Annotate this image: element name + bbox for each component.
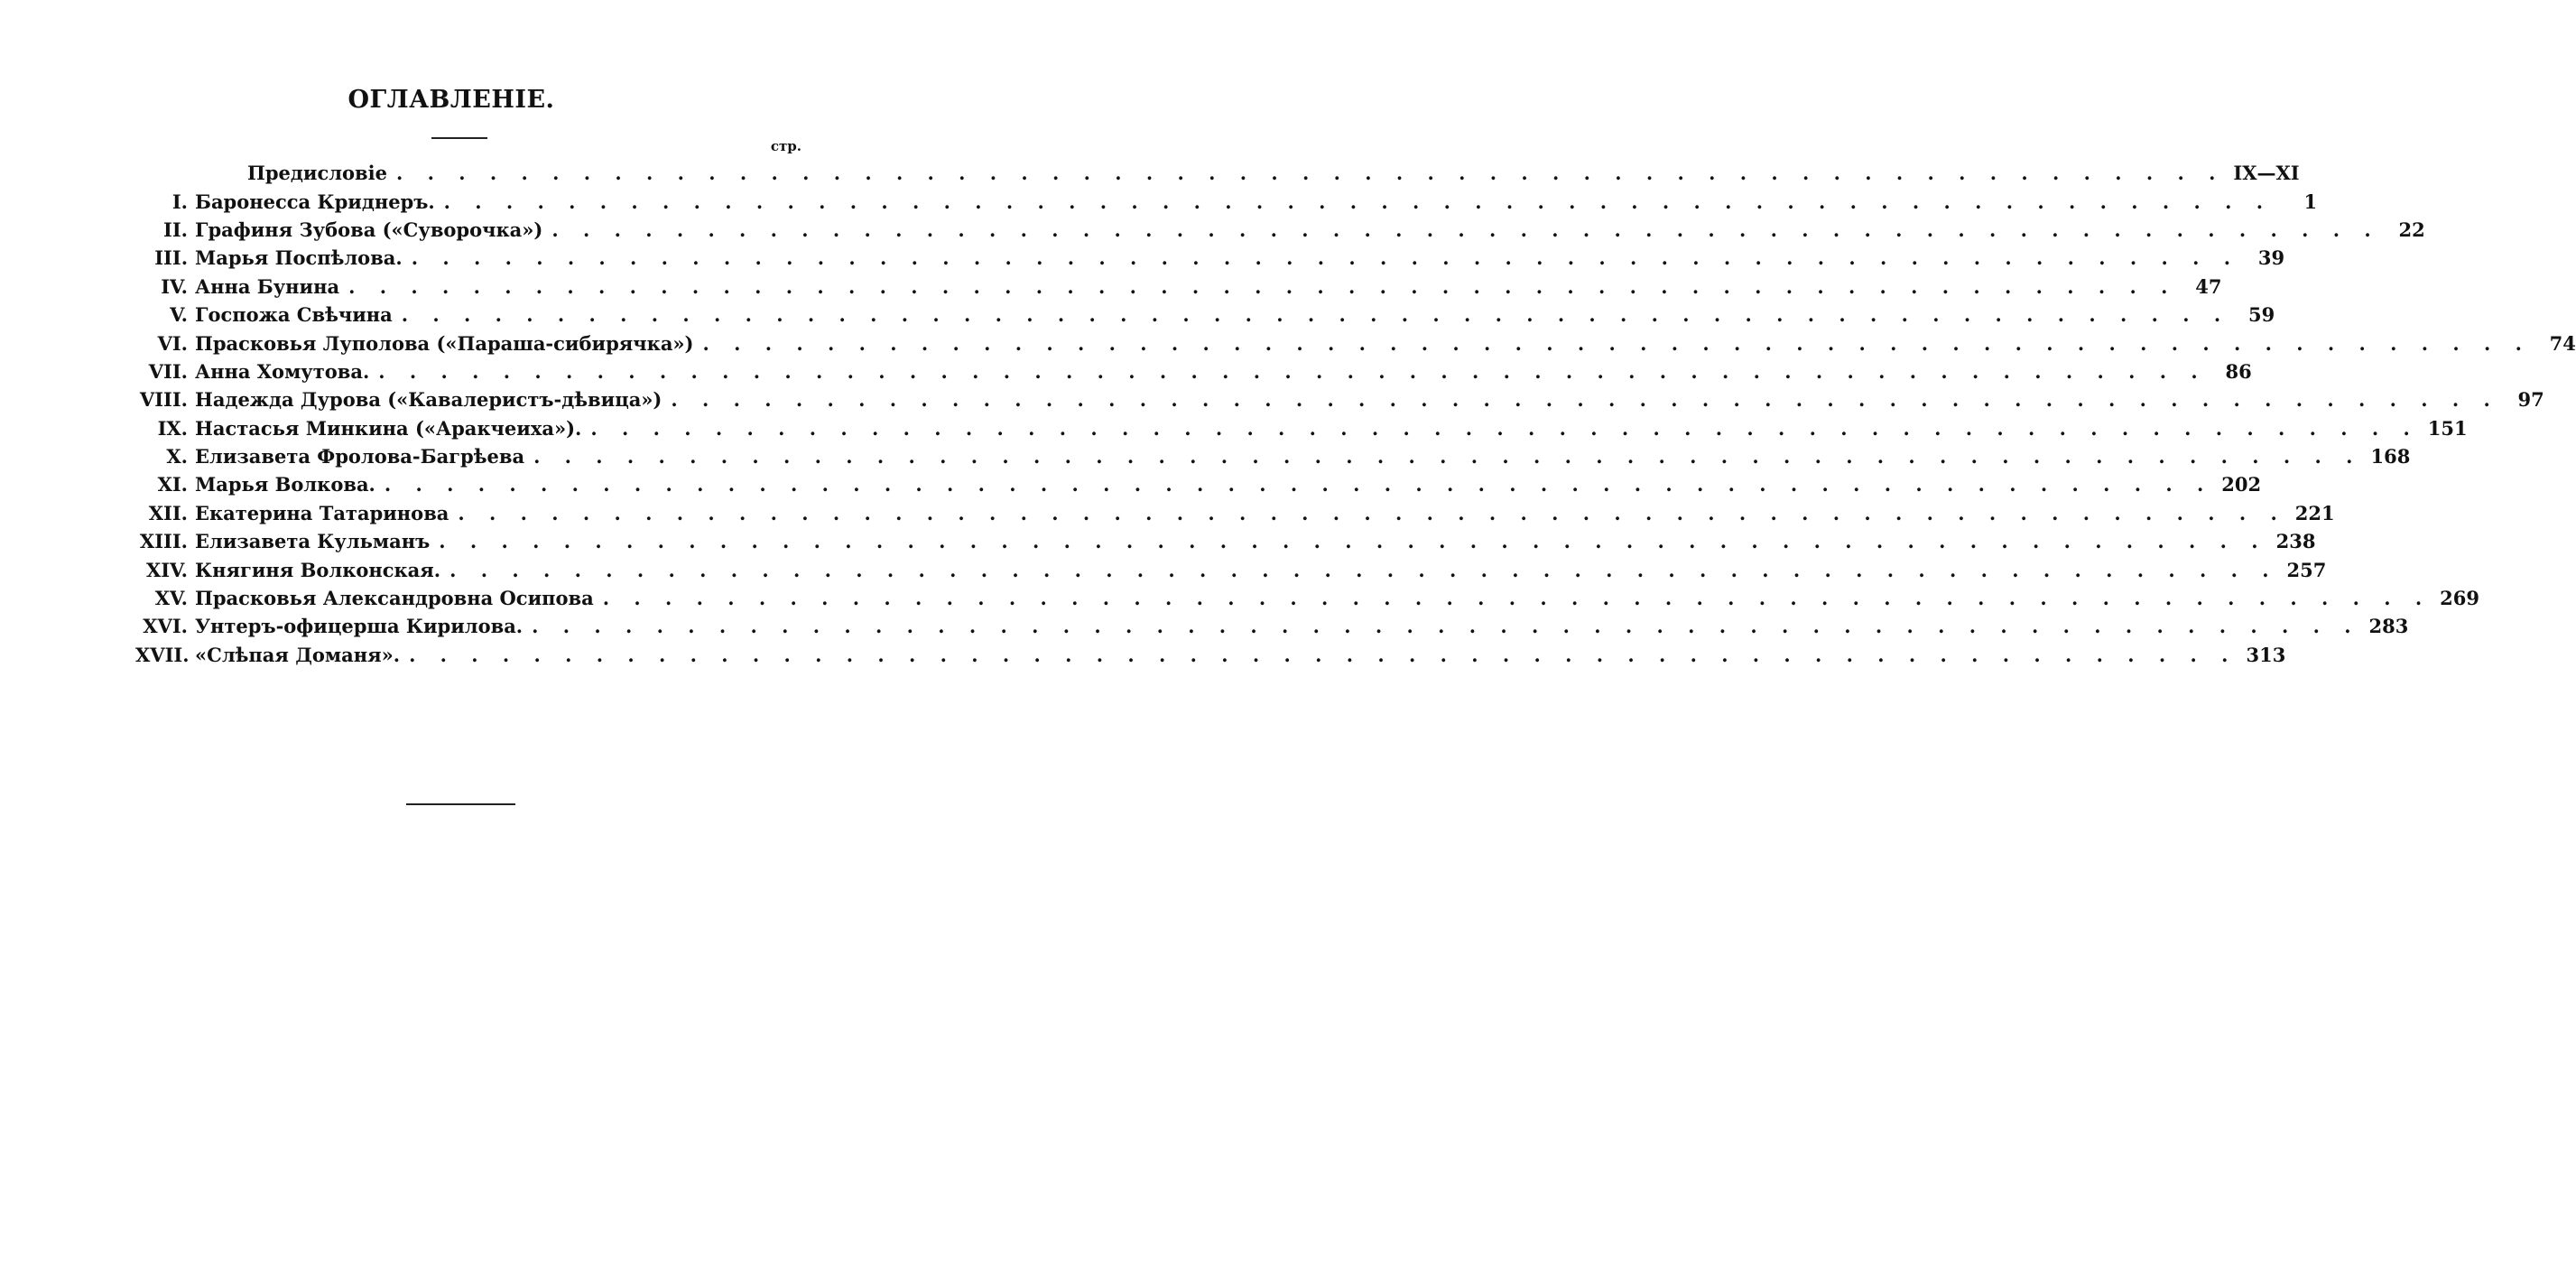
toc-page: 168 bbox=[2370, 445, 2411, 468]
toc-page: IX—XI bbox=[2233, 162, 2300, 185]
toc-row bbox=[135, 612, 2409, 640]
toc-number: XVII. bbox=[135, 643, 190, 666]
toc-leader: . . . . . . . . . . . . . . . . . . . . . . . . . . . . . . . . . . . . . . . . . . . . . . . . . . . . . . . . . . . bbox=[458, 501, 2286, 524]
toc-row bbox=[135, 244, 2285, 272]
toc-number: VI. bbox=[157, 331, 188, 355]
toc-leader: . . . . . . . . . . . . . . . . . . . . . . . . . . . . . . . . . . . . . . . . . . . . . . . . . . . . . . . . . . . bbox=[551, 218, 2380, 241]
toc-title: Баронесса Криднеръ. bbox=[195, 190, 435, 213]
toc-title: Надежда Дурова («Кавалеристъ-дѣвица») bbox=[195, 388, 663, 412]
toc-leader: . . . . . . . . . . . . . . . . . . . . . . . . . . . . . . . . . . . . . . . . . . . . . . . . . . . . . . . . . . . bbox=[378, 359, 2207, 383]
toc-number: VIII. bbox=[139, 388, 188, 412]
toc-title: Прасковья Луполова («Параша-сибирячка») bbox=[195, 331, 694, 355]
toc-leader: . . . . . . . . . . . . . . . . . . . . . . . . . . . . . . . . . . . . . . . . . . . . . . . . . . . . . . . . . . . bbox=[590, 416, 2419, 440]
toc-row bbox=[135, 470, 2262, 498]
toc-title: Унтеръ-офицерша Кирилова. bbox=[195, 615, 524, 638]
toc-title: Княгиня Волконская. bbox=[195, 558, 441, 581]
toc-number: X. bbox=[166, 445, 188, 468]
toc-page: 22 bbox=[2398, 218, 2425, 241]
toc-leader: . . . . . . . . . . . . . . . . . . . . . . . . . . . . . . . . . . . . . . . . . . . . . . . . . . . . . . . . . . . bbox=[702, 331, 2531, 355]
toc-title: Екатерина Татаринова bbox=[195, 501, 449, 524]
toc-page: 238 bbox=[2275, 530, 2316, 553]
toc-number: V. bbox=[170, 303, 188, 327]
toc-number: XIII. bbox=[139, 530, 188, 553]
toc-row bbox=[135, 442, 2411, 470]
toc-leader: . . . . . . . . . . . . . . . . . . . . . . . . . . . . . . . . . . . . . . . . . . . . . . . . . . . . . . . . . . . bbox=[602, 587, 2432, 610]
toc-title: Графиня Зубова («Суворочка») bbox=[195, 218, 543, 241]
toc-number: XI. bbox=[157, 473, 188, 496]
toc-row bbox=[135, 414, 2468, 442]
toc-number: IX. bbox=[157, 416, 188, 440]
toc-title: Предисловіе bbox=[247, 162, 387, 185]
toc-row bbox=[135, 216, 2425, 244]
toc-leader: . . . . . . . . . . . . . . . . . . . . . . . . . . . . . . . . . . . . . . . . . . . . . . . . . . . . . . . . . . . bbox=[411, 246, 2240, 270]
toc-title: Елизавета Фролова-Багрѣева bbox=[195, 445, 525, 468]
toc-leader: . . . . . . . . . . . . . . . . . . . . . . . . . . . . . . . . . . . . . . . . . . . . . . . . . . . . . . . . . . . bbox=[348, 274, 2177, 298]
toc-row bbox=[135, 641, 2286, 669]
toc-number: III. bbox=[154, 246, 188, 270]
toc-leader: . . . . . . . . . . . . . . . . . . . . . . . . . . . . . . . . . . . . . . . . . . . . . . . . . . . . . . . . . . . bbox=[401, 303, 2230, 327]
toc-page: 269 bbox=[2440, 587, 2479, 610]
toc-title: Прасковья Александровна Осипова bbox=[195, 587, 594, 610]
toc-row bbox=[135, 357, 2252, 385]
toc-row bbox=[135, 555, 2327, 583]
toc-page: 221 bbox=[2294, 501, 2335, 524]
toc-title: Анна Хомутова. bbox=[195, 359, 370, 383]
toc-page: 1 bbox=[2303, 190, 2318, 213]
toc-title: Госпожа Свѣчина bbox=[195, 303, 393, 327]
top-divider bbox=[431, 137, 487, 139]
toc-leader: . . . . . . . . . . . . . . . . . . . . . . . . . . . . . . . . . . . . . . . . . . . . . . . . . . . . . . . . . . . bbox=[533, 445, 2362, 468]
toc-leader: . . . . . . . . . . . . . . . . . . . . . . . . . . . . . . . . . . . . . . . . . . . . . . . . . . . . . . . . . . . bbox=[449, 558, 2278, 581]
toc-page: 47 bbox=[2195, 274, 2222, 298]
toc-title: Марья Поспѣлова. bbox=[195, 246, 403, 270]
toc-page: 283 bbox=[2368, 615, 2409, 638]
toc-page: 59 bbox=[2247, 303, 2275, 327]
toc-page: 97 bbox=[2517, 388, 2544, 412]
toc-title: Марья Волкова. bbox=[195, 473, 375, 496]
toc-page: 86 bbox=[2225, 359, 2252, 383]
toc-number: VII. bbox=[148, 359, 188, 383]
page-title: ОГЛАВЛЕНІЕ. bbox=[347, 86, 555, 114]
toc-row bbox=[135, 301, 2275, 329]
toc-row bbox=[135, 584, 2479, 612]
toc-row bbox=[135, 499, 2335, 527]
toc-row-preface bbox=[135, 159, 2300, 187]
toc-row bbox=[135, 527, 2316, 555]
toc-leader: . . . . . . . . . . . . . . . . . . . . . . . . . . . . . . . . . . . . . . . . . . . . . . . . . . . . . . . . . . . bbox=[384, 473, 2213, 496]
toc-number: XII. bbox=[148, 501, 188, 524]
toc-number: I. bbox=[171, 190, 188, 213]
toc-row bbox=[135, 329, 2576, 357]
toc-leader: . . . . . . . . . . . . . . . . . . . . . . . . . . . . . . . . . . . . . . . . . . . . . . . . . . . . . . . . . . . bbox=[395, 162, 2225, 185]
toc-leader: . . . . . . . . . . . . . . . . . . . . . . . . . . . . . . . . . . . . . . . . . . . . . . . . . . . . . . . . . . . bbox=[671, 388, 2499, 412]
toc-page: 39 bbox=[2257, 246, 2285, 270]
toc-row bbox=[135, 385, 2544, 413]
toc-title: Елизавета Кульманъ bbox=[195, 530, 431, 553]
bottom-divider bbox=[406, 803, 515, 805]
toc-title: «Слѣпая Доманя». bbox=[195, 643, 401, 666]
page-column-label: стр. bbox=[770, 138, 802, 154]
toc-row bbox=[135, 187, 2318, 215]
toc-page: 151 bbox=[2427, 416, 2468, 440]
toc-number: IV. bbox=[161, 274, 188, 298]
table-of-contents bbox=[135, 159, 2576, 669]
toc-page: 313 bbox=[2246, 643, 2286, 666]
toc-title: Анна Бунина bbox=[195, 274, 340, 298]
toc-title: Настасья Минкина («Аракчеиха»). bbox=[195, 416, 582, 440]
toc-number: XVI. bbox=[143, 615, 188, 638]
toc-leader: . . . . . . . . . . . . . . . . . . . . . . . . . . . . . . . . . . . . . . . . . . . . . . . . . . . . . . . . . . . bbox=[443, 190, 2273, 213]
toc-leader: . . . . . . . . . . . . . . . . . . . . . . . . . . . . . . . . . . . . . . . . . . . . . . . . . . . . . . . . . . . bbox=[439, 530, 2267, 553]
toc-page: 257 bbox=[2286, 558, 2327, 581]
toc-number: XIV. bbox=[145, 558, 188, 581]
toc-number: II. bbox=[163, 218, 188, 241]
toc-page: 202 bbox=[2221, 473, 2262, 496]
toc-number: XV. bbox=[154, 587, 188, 610]
toc-page: 74 bbox=[2549, 331, 2576, 355]
toc-leader: . . . . . . . . . . . . . . . . . . . . . . . . . . . . . . . . . . . . . . . . . . . . . . . . . . . . . . . . . . . bbox=[532, 615, 2360, 638]
toc-row bbox=[135, 273, 2222, 301]
toc-leader: . . . . . . . . . . . . . . . . . . . . . . . . . . . . . . . . . . . . . . . . . . . . . . . . . . . . . . . . . . . bbox=[409, 643, 2238, 666]
